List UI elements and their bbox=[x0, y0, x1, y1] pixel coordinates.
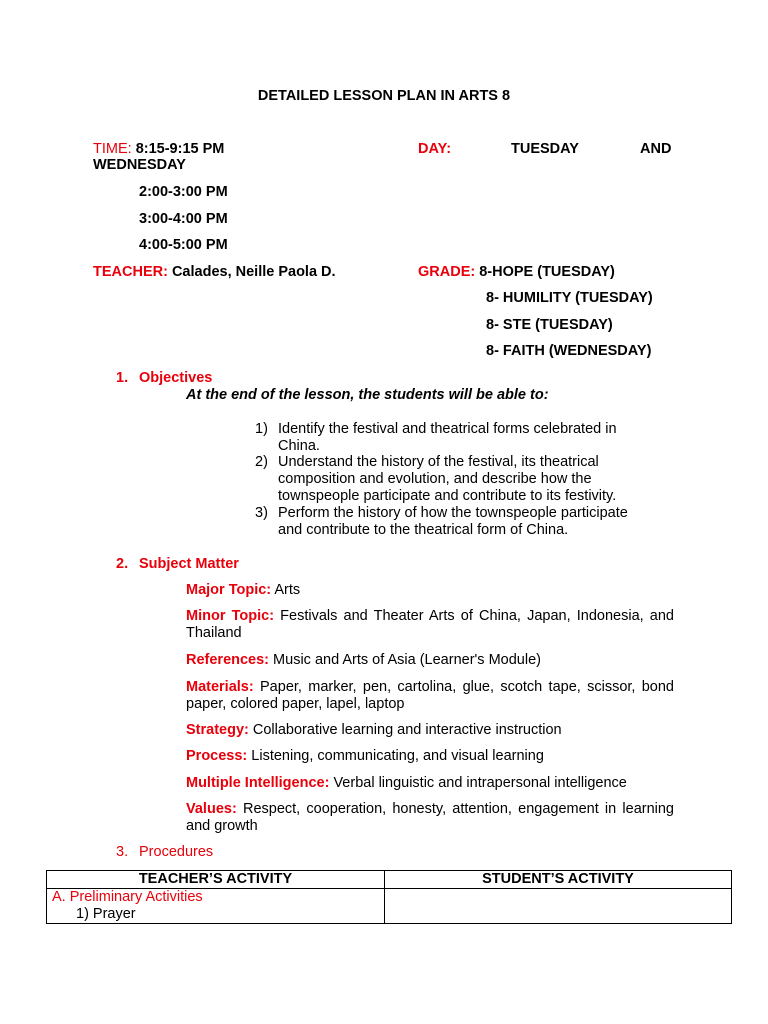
objectives-number: 1. bbox=[116, 370, 129, 386]
time-slot-3: 3:00-4:00 PM bbox=[139, 211, 228, 227]
subject-matter-item bbox=[186, 608, 674, 642]
subject-matter-item bbox=[186, 801, 674, 835]
objectives-heading bbox=[116, 370, 212, 387]
objective-number: 3) bbox=[255, 505, 268, 521]
objectives-intro: At the end of the lesson, the students will be able to: bbox=[186, 387, 549, 403]
subject-item-label: Major Topic: bbox=[186, 582, 272, 598]
subject-item-label: Values: bbox=[186, 801, 237, 817]
prayer-item: 1) Prayer bbox=[76, 906, 136, 922]
procedures-heading bbox=[116, 844, 213, 861]
subject-item-value: Arts bbox=[274, 582, 301, 598]
grade-section-4: 8- FAITH (WEDNESDAY) bbox=[486, 343, 652, 359]
grade-row bbox=[418, 264, 615, 281]
subject-item-value: Respect, cooperation, honesty, attention, engagement in learning and growth bbox=[186, 801, 674, 834]
day-value-and: AND bbox=[640, 141, 672, 157]
objectives-title: Objectives bbox=[139, 370, 213, 386]
subject-item-value: Music and Arts of Asia (Learner's Module) bbox=[273, 652, 541, 668]
teacher-row bbox=[93, 264, 336, 281]
subject-matter-item bbox=[186, 679, 674, 713]
subject-matter-number: 2. bbox=[116, 556, 129, 572]
subject-matter-item bbox=[186, 582, 674, 599]
procedures-table bbox=[46, 870, 732, 924]
teachers-activity-header: TEACHER’S ACTIVITY bbox=[47, 871, 385, 889]
grade-label: GRADE: bbox=[418, 264, 476, 280]
subject-item-label: Minor Topic: bbox=[186, 608, 275, 624]
objective-text: Perform the history of how the townspeople participate and contribute to the theatrical form of China. bbox=[278, 505, 628, 538]
subject-matter-item bbox=[186, 652, 674, 669]
subject-matter-item bbox=[186, 775, 674, 792]
subject-item-label: Materials: bbox=[186, 679, 254, 695]
time-slot-1: 8:15-9:15 PM bbox=[135, 141, 225, 157]
subject-item-value: Paper, marker, pen, cartolina, glue, scotch tape, scissor, bond paper, colored paper, lapel, laptop bbox=[186, 679, 674, 712]
time-slot-2: 2:00-3:00 PM bbox=[139, 184, 228, 200]
teacher-label: TEACHER: bbox=[93, 264, 168, 280]
student-activity-cell bbox=[385, 889, 732, 924]
subject-item-label: Process: bbox=[186, 748, 248, 764]
table-row bbox=[47, 889, 732, 924]
objective-text: Identify the festival and theatrical forms celebrated in China. bbox=[278, 421, 617, 454]
procedures-number: 3. bbox=[116, 844, 129, 860]
time-row bbox=[93, 141, 675, 158]
day-value-wednesday: WEDNESDAY bbox=[93, 157, 186, 173]
subject-item-label: Strategy: bbox=[186, 722, 249, 738]
objective-text: Understand the history of the festival, its theatrical composition and evolution, and describe how the townspeople participate and contribute to its festivity. bbox=[278, 454, 617, 504]
subject-item-value: Collaborative learning and interactive instruction bbox=[252, 722, 562, 738]
subject-matter-item bbox=[186, 722, 674, 739]
students-activity-header: STUDENT’S ACTIVITY bbox=[385, 871, 732, 889]
subject-item-value: Listening, communicating, and visual learning bbox=[251, 748, 544, 764]
time-slot-4: 4:00-5:00 PM bbox=[139, 237, 228, 253]
objective-number: 1) bbox=[255, 421, 268, 437]
grade-section-3: 8- STE (TUESDAY) bbox=[486, 317, 613, 333]
time-label: TIME: bbox=[93, 141, 132, 157]
subject-item-label: References: bbox=[186, 652, 270, 668]
table-header-row bbox=[47, 871, 732, 889]
subject-matter-title: Subject Matter bbox=[139, 556, 239, 572]
subject-matter-item bbox=[186, 748, 674, 765]
preliminary-activities-label: A. Preliminary Activities bbox=[52, 889, 203, 905]
objective-item bbox=[255, 421, 655, 455]
procedures-title: Procedures bbox=[139, 844, 214, 860]
subject-item-value: Verbal linguistic and intrapersonal intelligence bbox=[333, 775, 627, 791]
teacher-name: Calades, Neille Paola D. bbox=[171, 264, 336, 280]
objective-number: 2) bbox=[255, 454, 268, 470]
teacher-activity-cell bbox=[47, 889, 385, 924]
document-title: DETAILED LESSON PLAN IN ARTS 8 bbox=[257, 88, 511, 104]
day-label: DAY: bbox=[418, 141, 452, 157]
objective-item bbox=[255, 505, 655, 539]
day-value-tuesday: TUESDAY bbox=[511, 141, 579, 157]
subject-item-label: Multiple Intelligence: bbox=[186, 775, 330, 791]
subject-item-value: Festivals and Theater Arts of China, Japan, Indonesia, and Thailand bbox=[186, 608, 674, 641]
subject-matter-heading bbox=[116, 556, 239, 573]
objective-item bbox=[255, 454, 655, 505]
grade-section-2: 8- HUMILITY (TUESDAY) bbox=[486, 290, 653, 306]
grade-section-1: 8-HOPE (TUESDAY) bbox=[479, 264, 615, 280]
